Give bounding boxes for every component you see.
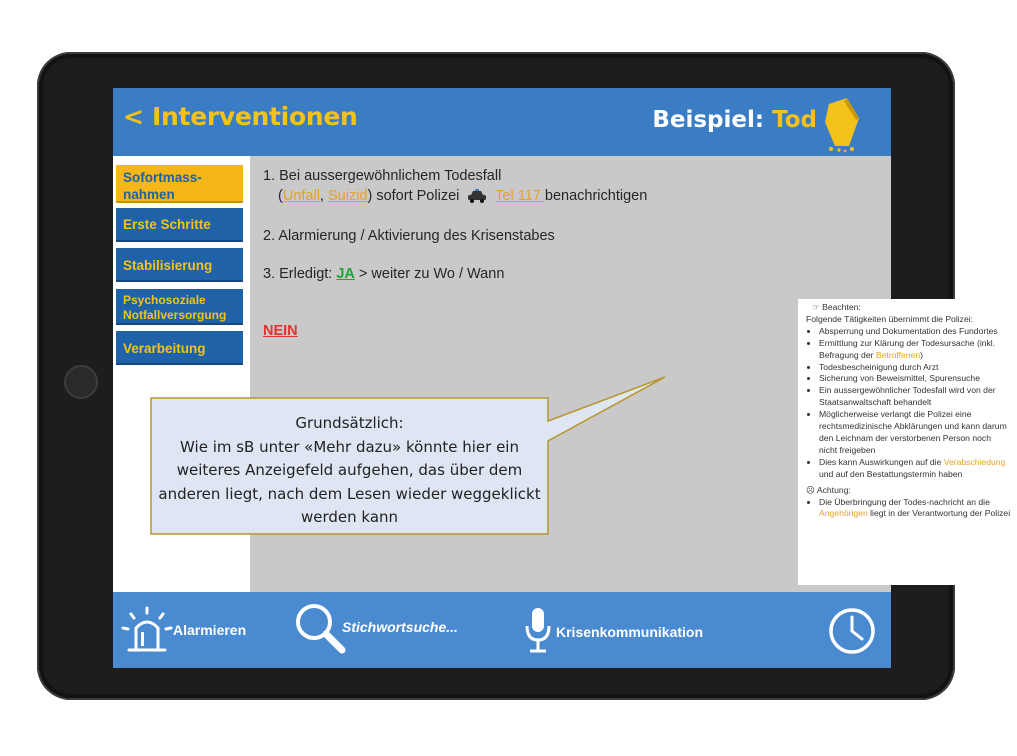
list-item: • Absperrung und Dokumentation des Fundortes: [819, 326, 1011, 338]
step-2: 2. Alarmierung / Aktivierung des Krisenstabes: [263, 228, 555, 244]
sidebar-item-label: Psychosoziale Notfallversorgung: [123, 293, 227, 322]
back-title-button[interactable]: < Interventionen: [123, 102, 358, 131]
link-betroffenen[interactable]: Betroffenen: [875, 349, 921, 360]
link-suizid[interactable]: Suizid: [327, 188, 368, 204]
comma: ,: [319, 188, 328, 204]
warning-icon: ☹: [806, 484, 817, 495]
list-item-text: Ermittlung zur Klärung der Todesursache (inkl. Befragung der: [819, 337, 996, 360]
step-1-end: benachrichtigen: [544, 188, 648, 204]
nein-link[interactable]: NEIN: [263, 323, 298, 339]
page-title-prefix: Beispiel:: [652, 107, 773, 133]
callout-line: Wie im sB unter «Mehr dazu» könnte hier ein: [180, 437, 519, 456]
callout-line: werden kann: [300, 508, 399, 526]
list-item: • Todesbescheinigung durch Arzt: [819, 362, 1011, 374]
alarm-label: Alarmieren: [173, 622, 247, 638]
page-title-topic: Tod: [772, 107, 817, 133]
list-item-text: Dies kann Auswirkungen auf die: [819, 456, 944, 467]
sidebar-item-label: Stabilisierung: [123, 258, 213, 273]
list-item-text: ): [920, 349, 924, 360]
explanation-callout: [151, 398, 548, 534]
callout-line: Grundsätzlich:: [295, 414, 404, 432]
callout-line: weiteres Anzeigefeld aufgehen, das über dem: [176, 461, 523, 479]
sidebar-item-label: Erste Schritte: [123, 217, 211, 232]
list-item-text: liegt in der Verantwortung der Polizei: [867, 508, 1011, 519]
sidebar-item-label: Verarbeitung: [123, 341, 206, 356]
paren-open: (: [278, 188, 283, 204]
sidebar-item-label: Sofortmass- nahmen: [123, 170, 202, 202]
attention-title: Achtung:: [816, 484, 851, 495]
link-angehoerigen[interactable]: Angehörigen: [819, 508, 868, 519]
list-item: • Möglicherweise verlangt die Polizei eine rechtsmedizinische Abklärungen und kann darum den Leichnam der verstorbenen Person noch nicht freigeben: [819, 409, 1011, 457]
step-3-suffix: > weiter zu Wo / Wann: [354, 266, 505, 282]
list-item-text: und auf den Bestattungstermin haben: [819, 468, 963, 479]
note-intro: Folgende Tätigkeiten übernimmt die Polizei:: [806, 313, 974, 324]
note-title: Beachten:: [822, 302, 861, 312]
hand-pointer-icon: ☞: [812, 302, 823, 312]
link-unfall[interactable]: Unfall: [282, 188, 320, 204]
link-verabschiedung[interactable]: Verabschiedung: [943, 456, 1006, 467]
callout-line: anderen liegt, nach dem Lesen wieder weggeklickt: [158, 484, 541, 503]
ja-link[interactable]: JA: [336, 266, 355, 282]
list-item: • Sicherung von Beweismittel, Spurensuche: [819, 373, 1011, 385]
step-1-police-text: ) sofort Polizei: [367, 188, 460, 204]
step-3-prefix: 3. Erledigt:: [263, 266, 337, 282]
step-1-title: 1. Bei aussergewöhnlichem Todesfall: [263, 168, 502, 184]
link-tel-117[interactable]: Tel 117: [495, 188, 545, 204]
comm-label: Krisenkommunikation: [556, 624, 704, 640]
list-item: • Ein aussergewöhnlicher Todesfall wird von der Staatsanwaltschaft behandelt: [819, 385, 1011, 409]
search-label: Stichwortsuche...: [342, 619, 458, 635]
list-item-text: Die Überbringung der Todes-nachricht an die: [819, 496, 990, 507]
